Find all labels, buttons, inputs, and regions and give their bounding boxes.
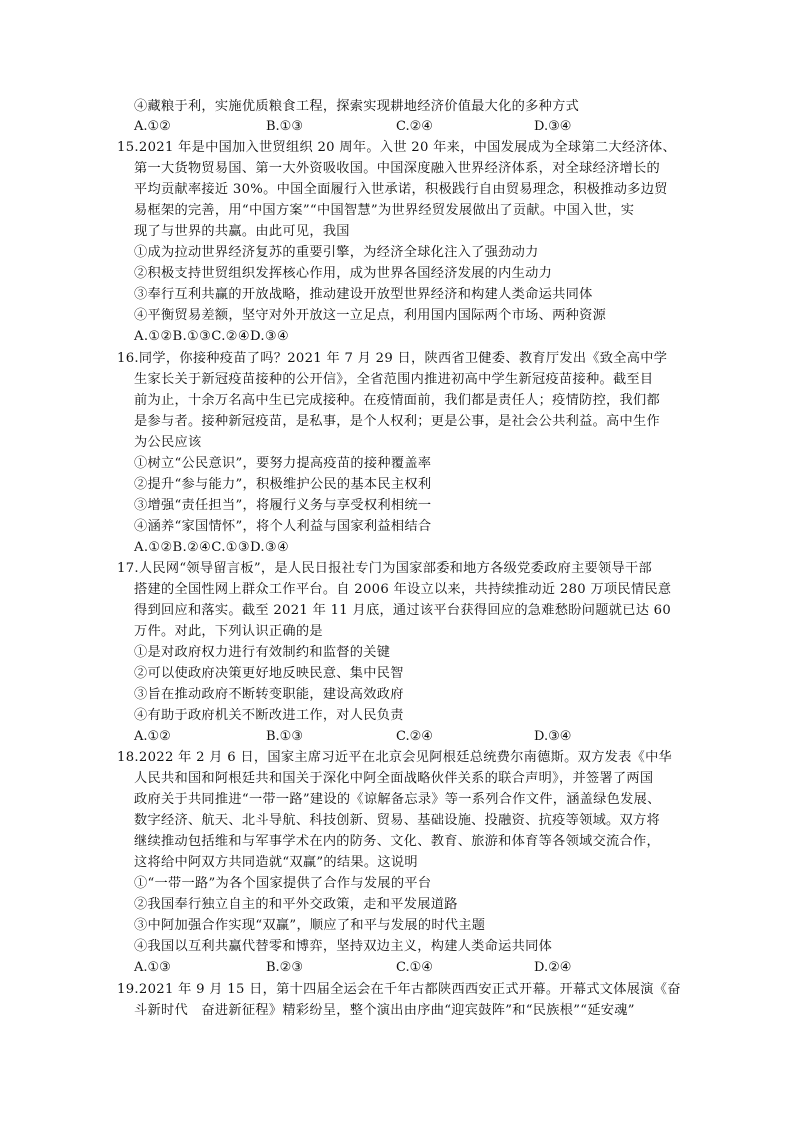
answer-choices (134, 117, 694, 137)
choice-b: B.①③ (266, 729, 303, 744)
choice-b: B.②③ (266, 960, 303, 975)
question-18-stem: 18.2022 年 2 月 6 日，国家主席习近平在北京会见阿根廷总统费尔南德斯。双方发表《中华 (117, 750, 673, 765)
question-16-stem: 生家长关于新冠疫苗接种的公开信》，全省范围内推进初高中学生新冠疫苗接种。截至目 (134, 372, 654, 387)
option-item: ④我国以互利共赢代替零和博弈，坚持双边主义，构建人类命运共同体 (134, 939, 553, 954)
option-item: ②可以使政府决策更好地反映民意、集中民智 (134, 666, 404, 681)
question-18-stem: 数字经济、航天、北斗导航、科技创新、贸易、基础设施、投融资、抗疫等领域。双方将 (134, 813, 661, 828)
option-item: ③增强“责任担当”，将履行义务与享受权利相统一 (134, 498, 432, 513)
question-17-stem: 得到回应和落实。截至 2021 年 11 月底，通过该平台获得回应的急难愁盼问题就已达 60 (134, 603, 672, 618)
option-item: ④涵养“家国情怀”，将个人利益与国家利益相结合 (134, 519, 432, 534)
option-item: ①树立“公民意识”，要努力提高疫苗的接种覆盖率 (134, 456, 432, 471)
question-18-stem: 人民共和国和阿根廷共和国关于深化中阿全面战略伙伴关系的联合声明》，并签署了两国 (134, 771, 654, 786)
question-15-stem: 第一大货物贸易国、第一大外资吸收国。中国深度融入世界经济体系，对全球经济增长的 (134, 161, 661, 176)
answer-choices: A.①②B.②④C.①③D.③④ (134, 540, 290, 555)
question-16-stem: 前为止，十余万名高中生已完成接种。在疫情面前，我们都是责任人；疫情防控，我们都 (134, 393, 661, 408)
question-17-stem: 17.人民网“领导留言板”，是人民日报社专门为国家部委和地方各级党委政府主要领导干部 (117, 561, 652, 576)
option-item: ③奉行互利共赢的开放战略，推动建设开放型世界经济和构建人类命运共同体 (134, 287, 593, 302)
option-item: ④平衡贸易差额，坚守对外开放这一立足点，利用国内国际两个市场、两种资源 (134, 308, 607, 323)
question-18-stem: 继续推动包括维和与军事学术在内的防务、文化、教育、旅游和体育等各领域交流合作， (134, 834, 661, 849)
question-17-stem: 搭建的全国性网上群众工作平台。自 2006 年设立以来，共持续推动近 280 万项民情民意 (134, 582, 672, 597)
question-18-stem: 这将给中阿双方共同造就“双赢”的结果。这说明 (134, 855, 418, 870)
question-15-stem: 15.2021 年是中国加入世贸组织 20 周年。入世 20 年来，中国发展成为全球第二大经济体、 (117, 140, 676, 155)
question-15-stem: 现了与世界的共赢。由此可见，我国 (134, 224, 350, 239)
option-item: ①是对政府权力进行有效制约和监督的关键 (134, 645, 391, 660)
choice-b: B.①③ (266, 119, 303, 134)
choice-d: D.③④ (534, 119, 572, 134)
option-item: ①成为拉动世界经济复苏的重要引擎，为经济全球化注入了强劲动力 (134, 245, 539, 260)
question-15-stem: 易框架的完善，用“中国方案”“中国智慧”为世界经贸发展做出了贡献。中国入世，实 (134, 203, 635, 218)
option-item: ③旨在推动政府不断转变职能，建设高效政府 (134, 687, 404, 702)
option-item: ①“一带一路”为各个国家提供了合作与发展的平台 (134, 876, 432, 891)
choice-c: C.②④ (396, 119, 433, 134)
answer-choices (134, 727, 694, 747)
answer-choices (134, 958, 694, 978)
choice-d: D.③④ (534, 729, 572, 744)
choice-c: C.②④ (396, 729, 433, 744)
question-18-stem: 政府关于共同推进“一带一路”建设的《谅解备忘录》等一系列合作文件，涵盖绿色发展、 (134, 792, 661, 807)
question-15-stem: 平均贡献率接近 30%。中国全面履行入世承诺，积极践行自由贸易理念，积极推动多边贸 (134, 182, 668, 197)
choice-a: A.①② (134, 119, 171, 134)
option-item: ④有助于政府机关不断改进工作，对人民负责 (134, 708, 404, 723)
option-item: ②积极支持世贸组织发挥核心作用，成为世界各国经济发展的内生动力 (134, 266, 553, 281)
question-19-stem: 19.2021 年 9 月 15 日，第十四届全运会在千年古都陕西西安正式开幕。开幕式文体展演《奋 (117, 982, 681, 997)
choice-a: A.①② (134, 729, 171, 744)
question-17-stem: 万件。对此，下列认识正确的是 (134, 624, 323, 639)
option-item: ④藏粮于利，实施优质粮食工程，探索实现耕地经济价值最大化的多种方式 (134, 99, 580, 114)
question-16-stem: 为公民应该 (134, 435, 202, 450)
question-19-stem: 斗新时代 奋进新征程》精彩纷呈，整个演出由序曲“迎宾鼓阵”和“民族根”“延安魂” (134, 1003, 635, 1018)
option-item: ②提升“参与能力”，积极维护公民的基本民主权利 (134, 477, 432, 492)
option-item: ②我国奉行独立自主的和平外交政策，走和平发展道路 (134, 897, 458, 912)
question-16-stem: 16.同学，你接种疫苗了吗？2021 年 7 月 29 日，陕西省卫健委、教育厅发出《致全高中学 (117, 351, 668, 366)
answer-choices: A.①②B.①③C.②④D.③④ (134, 329, 290, 344)
choice-a: A.①③ (134, 960, 171, 975)
option-item: ③中阿加强合作实现“双赢”，顺应了和平与发展的时代主题 (134, 918, 486, 933)
choice-d: D.②④ (534, 960, 572, 975)
choice-c: C.①④ (396, 960, 433, 975)
question-16-stem: 是参与者。接种新冠疫苗，是私事，是个人权利；更是公事，是社会公共利益。高中生作 (134, 414, 661, 429)
